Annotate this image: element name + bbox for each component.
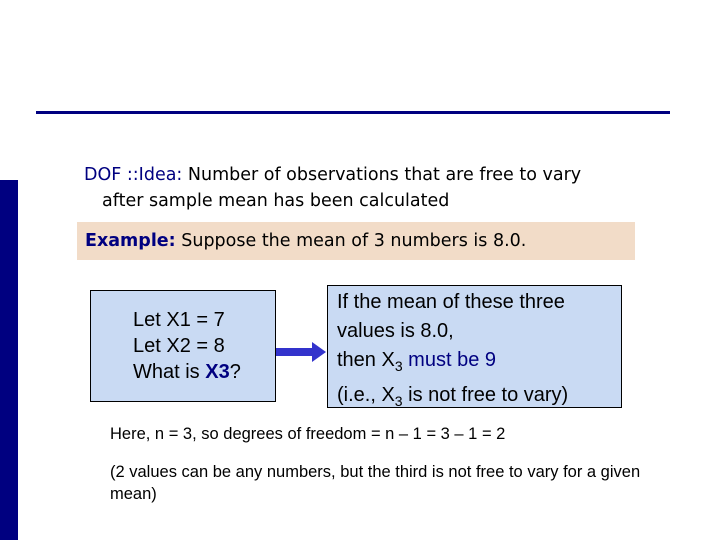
answer-box	[327, 285, 622, 408]
given-unknown-var: X3	[205, 361, 230, 383]
answer-line-3-result: must be 9	[402, 349, 497, 371]
answer-line-2: values is 8.0,	[337, 320, 454, 342]
answer-line-1: If the mean of these three	[337, 291, 565, 313]
definition-text	[84, 162, 684, 214]
left-bar-top	[0, 0, 18, 180]
definition-text-line1: Number of observations that are free to vary	[182, 165, 582, 185]
definition-term: DOF ::Idea:	[84, 165, 183, 185]
answer-line-4-sub: 3	[394, 393, 403, 409]
answer-line-4	[337, 381, 621, 416]
explanation-note: (2 values can be any numbers, but the third is not free to vary for a given mean)	[110, 463, 641, 503]
given-line-3-prefix: What is	[133, 361, 206, 383]
example-text: Suppose the mean of 3 numbers is 8.0.	[175, 231, 527, 251]
answer-line-3	[337, 346, 621, 381]
definition-text-line2: after sample mean has been calculated	[102, 191, 450, 211]
answer-line-4-prefix: (i.e., X	[337, 384, 395, 406]
example-label: Example:	[85, 231, 176, 251]
given-line-1: Let X1 = 7	[133, 309, 225, 331]
title-rule	[36, 111, 670, 114]
given-line-2: Let X2 = 8	[133, 335, 225, 357]
given-line-3-suffix: ?	[229, 361, 241, 383]
answer-line-3-prefix: then X	[337, 349, 395, 371]
given-line-3	[133, 359, 275, 385]
given-values-box	[90, 290, 276, 402]
answer-line-4-suffix: is not free to vary)	[402, 384, 569, 406]
answer-line-3-sub: 3	[394, 358, 403, 374]
example-box	[77, 222, 635, 260]
degrees-of-freedom-explanation: Here, n = 3, so degrees of freedom = n – 1 = 3 – 1 = 2	[110, 425, 506, 443]
left-bar-bottom	[0, 180, 18, 540]
left-accent-bar	[0, 0, 18, 540]
right-arrow-icon	[276, 342, 326, 362]
